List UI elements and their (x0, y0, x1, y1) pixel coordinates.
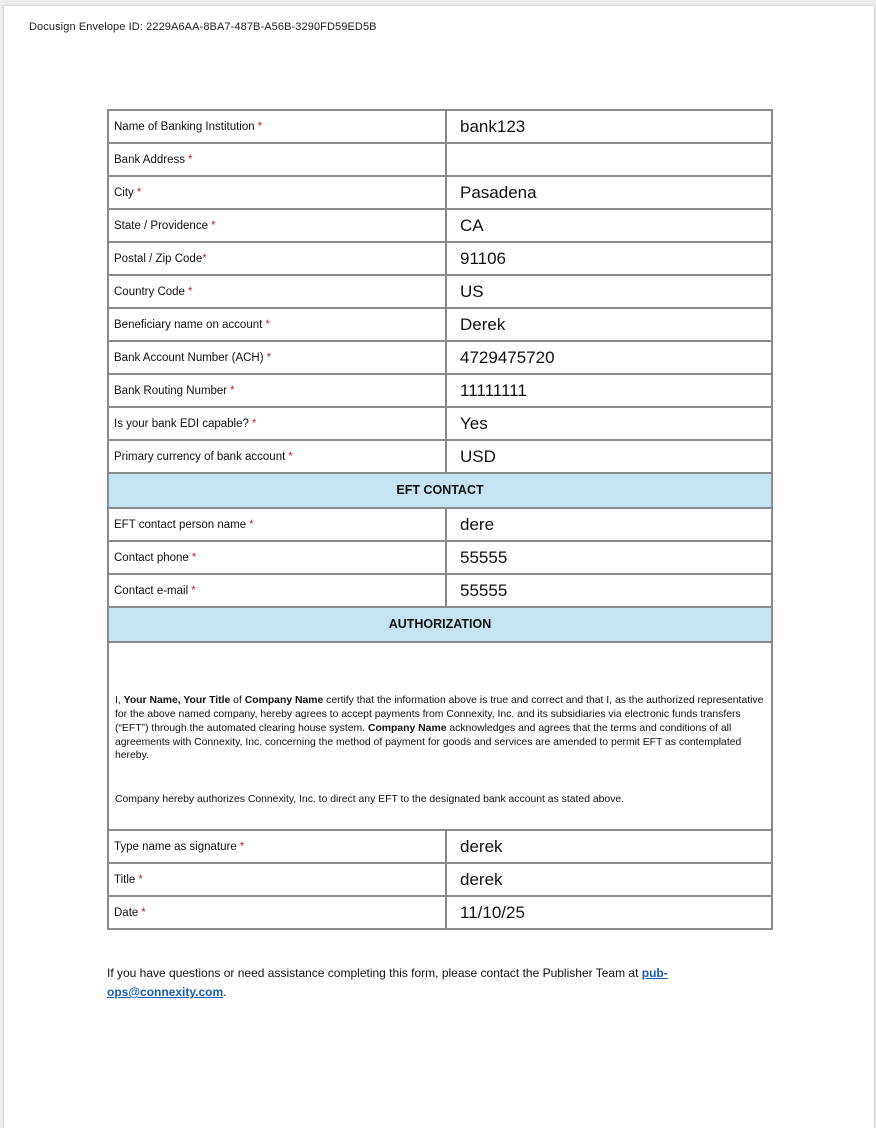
contact-email-link[interactable]: pub-ops@connexity.com (107, 966, 668, 999)
form-row-postal-code (108, 242, 772, 275)
authorization-text (108, 642, 772, 830)
form-row-contact-email (108, 574, 772, 607)
form-row-bank-name (108, 110, 772, 143)
form-row-date (108, 896, 772, 929)
field-value: Yes (446, 407, 772, 440)
field-value: bank123 (446, 110, 772, 143)
field-value: USD (446, 440, 772, 473)
authorization-paragraph-2: Company hereby authorizes Connexity, Inc. to direct any EFT to the designated bank account as stated above. (115, 794, 625, 806)
field-value: 91106 (446, 242, 772, 275)
field-label: Type name as signature * (108, 830, 446, 863)
field-value: Derek (446, 308, 772, 341)
field-label: Contact phone * (108, 541, 446, 574)
field-label: Date * (108, 896, 446, 929)
field-label: Title * (108, 863, 446, 896)
required-asterisk: * (265, 318, 270, 331)
form-row-currency (108, 440, 772, 473)
authorization-row (108, 642, 772, 830)
field-label: Name of Banking Institution * (108, 110, 446, 143)
required-asterisk: * (210, 219, 216, 232)
form-row-account-number (108, 341, 772, 374)
form-row-contact-phone (108, 541, 772, 574)
field-value: US (446, 275, 772, 308)
form-row-routing-number (108, 374, 772, 407)
form-row-signature (108, 830, 772, 863)
field-value (446, 143, 772, 176)
form-row-country-code (108, 275, 772, 308)
form-row-city (108, 176, 772, 209)
field-label: Bank Routing Number * (108, 374, 446, 407)
section-title: AUTHORIZATION (108, 607, 772, 642)
footer-help-text: If you have questions or need assistance completing this form, please contact the Publisher Team at pub-ops@connexity.com. (107, 966, 668, 999)
field-label: Contact e-mail * (108, 574, 446, 607)
field-value: CA (446, 209, 772, 242)
required-asterisk: * (249, 518, 254, 531)
field-value: dere (446, 508, 772, 541)
required-asterisk: * (191, 584, 196, 597)
field-value: 55555 (446, 541, 772, 574)
required-asterisk: * (230, 384, 235, 397)
field-value: 11111111 (446, 374, 772, 407)
field-label: Country Code * (108, 275, 446, 308)
required-asterisk: * (187, 285, 193, 298)
required-asterisk: * (266, 351, 272, 364)
required-asterisk: * (251, 417, 257, 430)
field-value: 55555 (446, 574, 772, 607)
form-row-edi-capable (108, 407, 772, 440)
envelope-id: Docusign Envelope ID: 2229A6AA-8BA7-487B-A56B-3290FD59ED5B (29, 21, 377, 33)
section-header-eft-contact (108, 473, 772, 508)
field-value: 11/10/25 (446, 896, 772, 929)
field-label: Bank Address * (108, 143, 446, 176)
required-asterisk: * (136, 186, 142, 199)
field-label: Bank Account Number (ACH) * (108, 341, 446, 374)
section-title: EFT CONTACT (108, 473, 772, 508)
section-header-authorization (108, 607, 772, 642)
required-asterisk: * (138, 873, 143, 886)
required-asterisk: * (187, 153, 193, 166)
required-asterisk: * (239, 840, 245, 853)
form-row-bank-address (108, 143, 772, 176)
field-value: Pasadena (446, 176, 772, 209)
required-asterisk: * (202, 252, 207, 265)
field-label: City * (108, 176, 446, 209)
form-row-state (108, 209, 772, 242)
eft-form-table (107, 109, 773, 930)
field-label: EFT contact person name * (108, 508, 446, 541)
required-asterisk: * (191, 551, 197, 564)
field-label: Primary currency of bank account * (108, 440, 446, 473)
authorization-paragraph: I, Your Name, Your Title of Company Name certify that the information above is true and correct and that I, as the authorized representative for the above named company, hereby agrees to accept payments from Connexity, Inc. and its subsidiaries via electronic funds transfers (“EFT”) through the automated clearing house system. Company Name acknowledges and agrees that the terms and conditions of all agreements with Connexity, Inc. concerning the method of payment for goods and services are amended to permit EFT as contemplated hereby. (115, 695, 764, 762)
field-value: derek (446, 830, 772, 863)
field-label: Postal / Zip Code* (108, 242, 446, 275)
field-value: 4729475720 (446, 341, 772, 374)
field-label: Beneficiary name on account * (108, 308, 446, 341)
required-asterisk: * (141, 906, 146, 919)
field-label: State / Providence * (108, 209, 446, 242)
field-value: derek (446, 863, 772, 896)
form-row-eft-contact-name (108, 508, 772, 541)
form-row-title (108, 863, 772, 896)
document-page (4, 6, 874, 1128)
form-row-beneficiary-name (108, 308, 772, 341)
required-asterisk: * (257, 120, 263, 133)
field-label: Is your bank EDI capable? * (108, 407, 446, 440)
required-asterisk: * (288, 450, 293, 463)
